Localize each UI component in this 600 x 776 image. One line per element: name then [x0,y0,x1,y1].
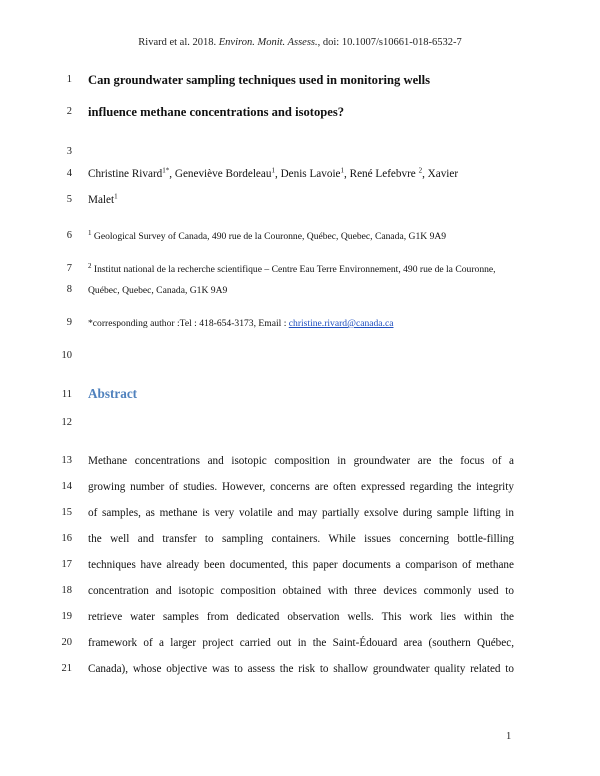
line-number: 11 [61,389,72,400]
line-number: 15 [61,507,72,518]
line-number: 13 [61,455,72,466]
author-name: Christine Rivard [88,168,163,180]
abstract-line: retrieve water samples from dedicated observation wells. This work lies within the [88,611,514,623]
affiliation-superscript: 2 [88,261,92,270]
author-superscript: 2 [418,166,423,175]
line-number: 20 [61,637,72,648]
line-number: 3 [66,146,72,157]
affiliation-2-line-2: Québec, Quebec, Canada, G1K 9A9 [88,285,228,296]
line-number: 4 [66,168,72,179]
corresponding-author-text: *corresponding author :Tel : 418-654-3173, Email : [88,318,289,329]
affiliation-superscript: 1 [88,228,92,237]
line-number: 21 [61,663,72,674]
abstract-line: techniques have already been documented, this paper documents a comparison of methane [88,559,514,571]
line-number: 19 [61,611,72,622]
author-list-continued [88,193,514,207]
abstract-line: of samples, as methane is very volatile and may partially exsolve during sample lifting in [88,507,514,519]
author-superscript: 1 [114,192,118,201]
line-number: 8 [66,284,72,295]
author-name: , Denis Lavoie [274,168,341,180]
email-link[interactable]: christine.rivard@canada.ca [288,318,394,329]
line-number: 5 [66,194,72,205]
line-number: 2 [66,106,72,117]
line-number: 16 [61,533,72,544]
paper-title-line-1: Can groundwater sampling techniques used in monitoring wells [88,73,431,87]
affiliation-text: Institut national de la recherche scientifique – Centre Eau Terre Environnement, 490 rue de la Couronne, [91,264,496,275]
author-superscript: 1 [340,166,345,175]
abstract-heading: Abstract [88,386,138,401]
author-name: , René Lefebvre [344,168,419,180]
abstract-line: framework of a larger project carried out in the Saint-Édouard area (southern Québec, [88,637,514,649]
corresponding-author [88,317,514,331]
abstract-line: concentration and isotopic composition obtained with three devices commonly used to [88,585,514,597]
author-name: , Geneviève Bordeleau [169,168,272,180]
line-number: 14 [61,481,72,492]
header-doi: , doi: 10.1007/s10661-018-6532-7 [317,37,462,48]
affiliation-2-line-1 [88,263,514,277]
author-name: , Xavier [422,168,459,180]
line-number: 7 [66,263,72,274]
author-superscript: 1* [162,166,170,175]
author-name: Malet [88,194,115,206]
page-number: 1 [506,731,512,742]
header-authors: Rivard et al. 2018. [138,37,217,48]
abstract-line: the well and transfer to sampling containers. While issues concerning bottle-filling [88,533,514,545]
running-header [0,37,600,48]
line-number: 9 [66,317,72,328]
header-journal: Environ. Monit. Assess. [218,37,318,48]
line-number: 12 [61,417,72,428]
abstract-line: Canada), whose objective was to assess the risk to shallow groundwater quality related to [88,663,514,675]
line-number: 10 [61,350,72,361]
line-number: 18 [61,585,72,596]
affiliation-1 [88,230,514,244]
line-number: 1 [66,74,72,85]
line-number: 17 [61,559,72,570]
affiliation-text: Geological Survey of Canada, 490 rue de la Couronne, Québec, Quebec, Canada, G1K 9A9 [91,231,447,242]
line-number: 6 [66,230,72,241]
paper-title-line-2: influence methane concentrations and isotopes? [88,105,345,119]
abstract-line: growing number of studies. However, concerns are often expressed regarding the integrity [88,481,514,493]
author-list [88,167,514,181]
author-superscript: 1 [271,166,275,175]
abstract-line: Methane concentrations and isotopic composition in groundwater are the focus of a [88,455,514,467]
